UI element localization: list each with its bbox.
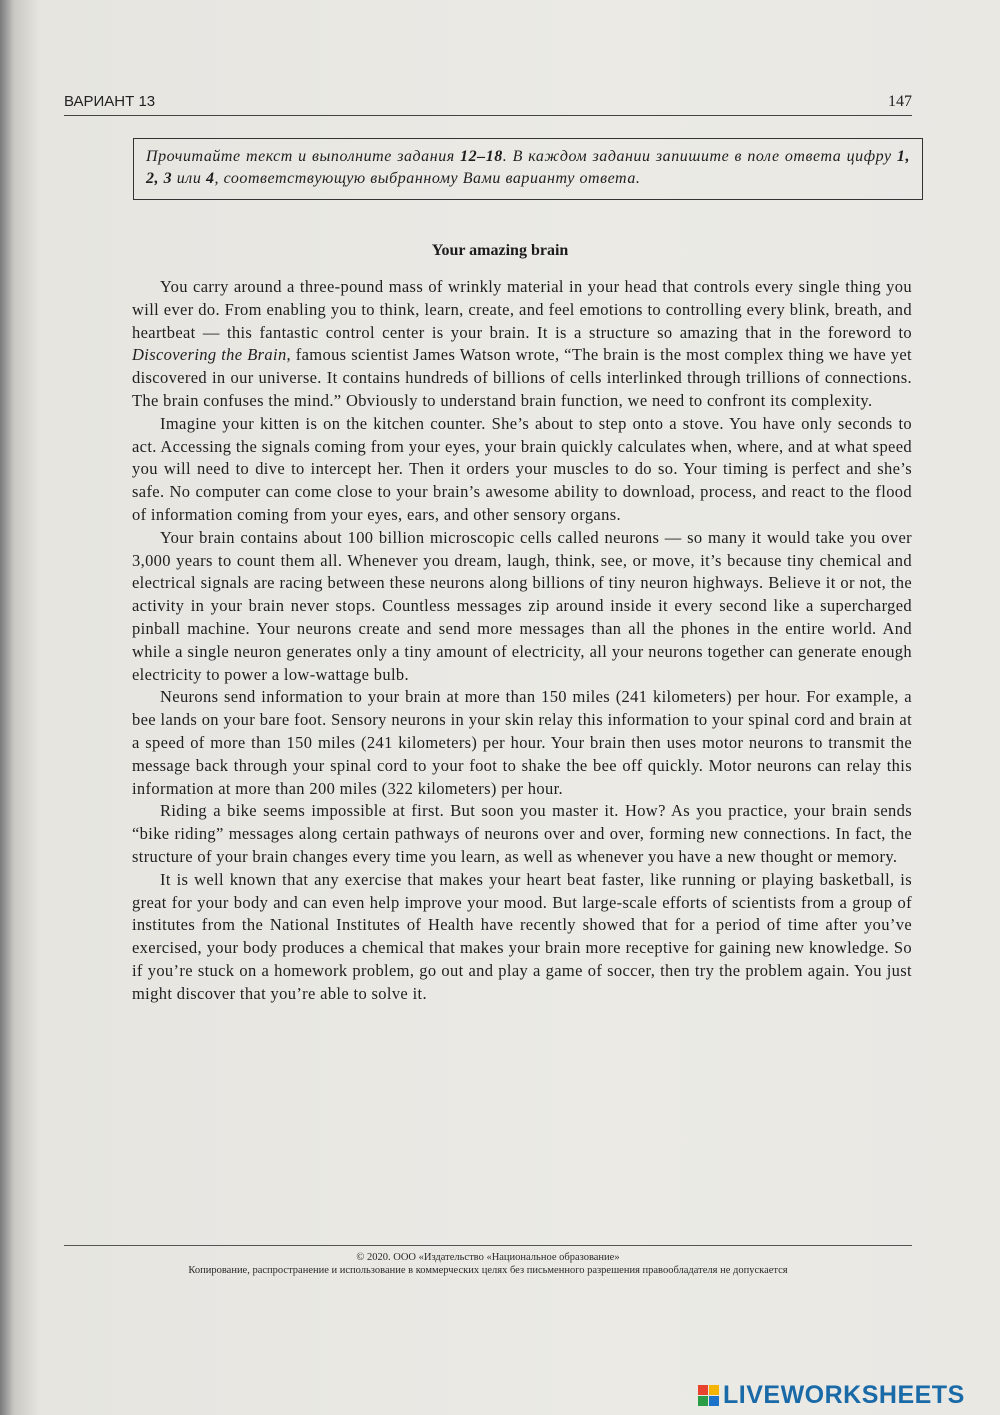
page-number: 147 [888, 93, 912, 110]
paragraph-1-text-b: , famous scientist James Watson wrote, “The brain is the most complex thing we have yet discovered in our universe. It contains hundreds of billions of cells interlinked through trillions of connections. The brain confuses the mind.” Obviously to understand brain function, we need to confront its complexity. [132, 345, 912, 410]
logo-square-blue [709, 1396, 719, 1406]
liveworksheets-watermark [698, 1380, 965, 1410]
paragraph-1-text-a: You carry around a three-pound mass of wrinkly material in your head that controls every single thing you will ever do. From enabling you to think, learn, create, and feel emotions to controlling every blink, breath, and heartbeat — this fantastic control center is your brain. It is a structure so amazing that in the foreword to [132, 277, 912, 342]
liveworksheets-logo-icon [698, 1385, 719, 1406]
instruction-digit-4: 4 [205, 170, 215, 187]
article-title: Your amazing brain [431, 242, 569, 259]
copyright-notice: Копирование, распространение и использование в коммерческих целях без письменного разрешения правообладателя не допускается [188, 1265, 788, 1276]
paragraph-5: Riding a bike seems impossible at first. But soon you master it. How? As you practice, your brain sends “bike riding” messages along certain pathways of neurons over and over, forming new connections. In fact, the structure of your brain changes every time you learn, as well as whenever you have a new thought or memory. [132, 801, 912, 866]
paragraph-1 [132, 276, 912, 413]
logo-square-green [698, 1396, 708, 1406]
instruction-text-1: Прочитайте текст и выполните задания [146, 148, 461, 165]
instruction-text-4: , соответствующую выбранному Вами варианту ответа. [214, 170, 641, 187]
header-divider [64, 115, 912, 116]
copyright-line: © 2020. ООО «Издательство «Национальное образование» [356, 1252, 620, 1263]
paragraph-3: Your brain contains about 100 billion microscopic cells called neurons — so many it would take you over 3,000 years to count them all. Whenever you dream, laugh, think, see, or move, it’s because tiny chemical and electrical signals are racing between these neurons along billions of tiny neuron highways. Believe it or not, the activity in your brain never stops. Countless messages zip around inside it every second like a supercharged pinball machine. Your neurons create and send more messages than all the phones in the entire world. And while a single neuron generates only a tiny amount of electricity, all your neurons together can generate enough electricity to power a low-wattage bulb. [132, 527, 912, 684]
book-title: Discovering the Brain [132, 345, 287, 365]
instruction-task-range: 12–18 [460, 148, 503, 165]
instruction-digits: 1, 2, 3 [146, 148, 910, 187]
variant-label: ВАРИАНТ 13 [64, 93, 156, 110]
brand-name: LIVEWORKSHEETS [723, 1380, 965, 1409]
page-footer [40, 1251, 936, 1277]
logo-square-yellow [709, 1385, 719, 1395]
instruction-text-3: или [172, 170, 206, 187]
paragraph-4: Neurons send information to your brain at more than 150 miles (241 kilometers) per hour. For example, a bee lands on your bare foot. Sensory neurons in your skin relay this information to your spinal cord and brain at a speed of more than 150 miles (241 kilometers) per hour. Your brain then uses motor neurons to transmit the message back through your spinal cord to your foot to shake the bee off quickly. Motor neurons can relay this information at more than 200 miles (322 kilometers) per hour. [132, 687, 912, 798]
footer-divider [64, 1245, 912, 1246]
logo-square-red [698, 1385, 708, 1395]
page-header [64, 93, 912, 113]
paragraph-2: Imagine your kitten is on the kitchen counter. She’s about to step onto a stove. You have only seconds to act. Accessing the signals coming from your eyes, your brain quickly calculates when, where, and at what speed you will need to dive to intercept her. Then it orders your muscles to do so. Your timing is perfect and she’s safe. No computer can come close to your brain’s awesome ability to download, process, and react to the flood of information coming from your eyes, ears, and other sensory organs. [132, 413, 912, 524]
article-body [132, 276, 912, 1006]
paragraph-6: It is well known that any exercise that makes your heart beat faster, like running or playing basketball, is great for your body and can even help improve your mood. But large-scale efforts of scientists from a group of institutes from the National Institutes of Health have recently showed that for a period of time after you’ve exercised, your body produces a chemical that makes your brain more receptive for gaining new knowledge. So if you’re stuck on a homework problem, go out and play a game of soccer, then try the problem again. You just might discover that you’re able to solve it. [132, 869, 912, 1003]
instruction-text-2: . В каждом задании запишите в поле ответа цифру [502, 148, 897, 165]
instruction-box [133, 138, 923, 200]
